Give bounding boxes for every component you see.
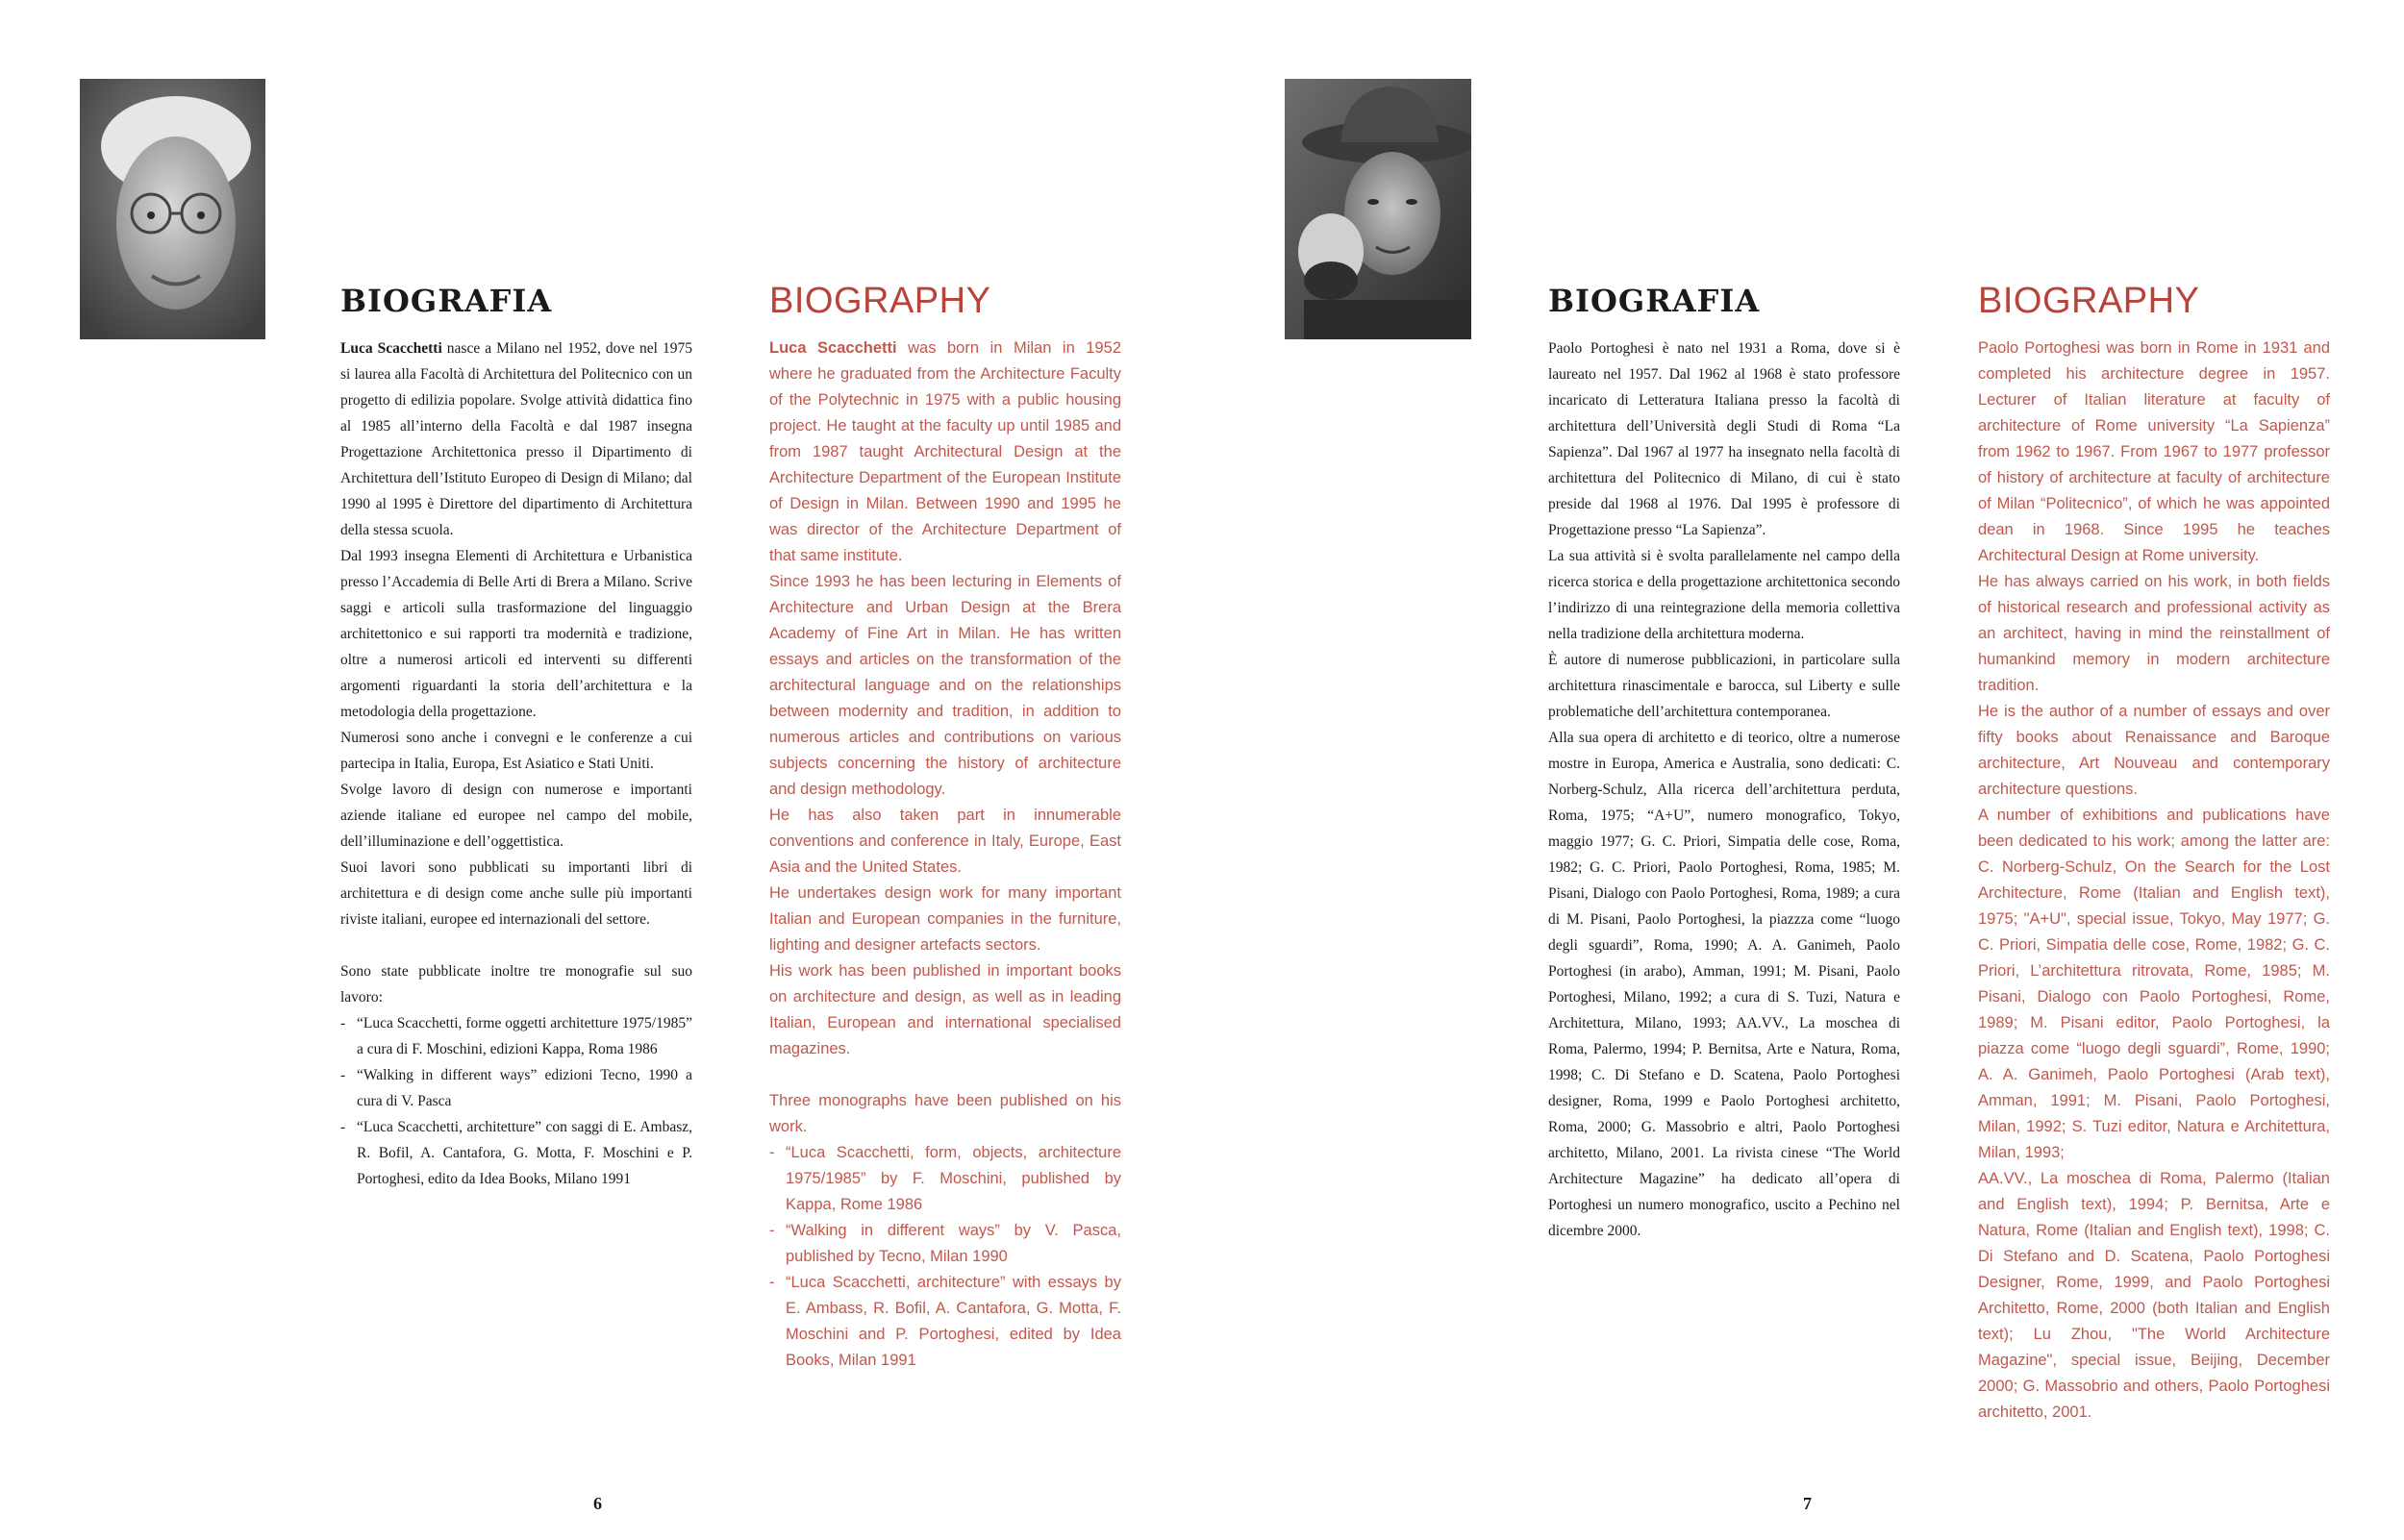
biography-italian-portoghesi [1548, 335, 1900, 1244]
biography-italian-scacchetti [340, 335, 692, 1192]
portrait-photo-scacchetti [80, 79, 265, 339]
paragraph: È autore di numerose pubblicazioni, in particolare sulla architettura rinascimentale e barocca, sul Liberty e sulle problematiche dell’architettura contemporanea. [1548, 652, 1900, 720]
paragraph: Suoi lavori sono pubblicati su importanti libri di architettura e di design come anche sulle più importanti riviste italiani, europee ed internazionali del settore. [340, 859, 692, 928]
paragraph: Since 1993 he has been lecturing in Elements of Architecture and Urban Design at the Brera Academy of Fine Art in Milan. He has written essays and articles on the transformation of the architectural language and on the relationships between modernity and tradition, in addition to numerous articles and contributions on various subjects concerning the history of architecture and design methodology. [769, 573, 1121, 798]
paragraph: He is the author of a number of essays and over fifty books about Renaissance and Baroque architecture, Art Nouveau and contemporary architecture questions. [1978, 703, 2330, 798]
portrait-photo-portoghesi [1285, 79, 1471, 339]
list-item: - “Luca Scacchetti, architetture” con saggi di E. Ambasz, R. Bofil, A. Cantafora, G. Motta, F. Moschini e P. Portoghesi, edito da Idea Books, Milano 1991 [340, 1114, 692, 1192]
list-item: - “Walking in different ways” by V. Pasca, published by Tecno, Milan 1990 [769, 1218, 1121, 1270]
monograph-list [769, 1140, 1121, 1374]
biography-english-portoghesi [1978, 335, 2330, 1426]
paragraph: He undertakes design work for many important Italian and European companies in the furniture, lighting and designer artefacts sectors. [769, 884, 1121, 954]
list-item: - “Luca Scacchetti, architecture” with essays by E. Ambass, R. Bofil, A. Cantafora, G. Motta, F. Moschini and P. Portoghesi, edited by Idea Books, Milan 1991 [769, 1270, 1121, 1374]
paragraph: Paolo Portoghesi è nato nel 1931 a Roma, dove si è laureato nel 1957. Dal 1962 al 1968 è stato professore incaricato di Letteratura Italiana presso la facoltà di architettura dell’Università degli Studi di Roma “La Sapienza”. Dal 1967 al 1977 ha insegnato nella facoltà di architettura del Politecnico di Milano, di cui è stato preside dal 1968 al 1976. Dal 1995 è professore di Progettazione presso “La Sapienza”. [1548, 340, 1900, 538]
paragraph: Three monographs have been published on his work. [769, 1092, 1121, 1135]
paragraph: Sono state pubblicate inoltre tre monografie sul suo lavoro: [340, 963, 692, 1006]
list-item: - “Luca Scacchetti, form, objects, architecture 1975/1985” by F. Moschini, published by Kappa, Rome 1986 [769, 1140, 1121, 1218]
page-number-right: 7 [1803, 1494, 1812, 1513]
name-bold: Luca Scacchetti [340, 340, 442, 357]
paragraph: Luca Scacchetti nasce a Milano nel 1952, dove nel 1975 si laurea alla Facoltà di Architettura del Politecnico con un progetto di edilizia popolare. Svolge attività didattica fino al 1985 all’interno della Facoltà e dal 1987 insegna Progettazione Architettonica presso il Dipartimento di Architettura dell’Istituto Europeo di Design di Milano; dal 1990 al 1995 è Direttore del dipartimento di Architettura della stessa scuola. [340, 340, 692, 538]
heading-biography-right: BIOGRAPHY [1978, 281, 2200, 321]
paragraph: La sua attività si è svolta parallelamente nel campo della ricerca storica e della progettazione architettonica secondo l’indirizzo di una reintegrazione della memoria collettiva nella tradizione della architettura moderna. [1548, 548, 1900, 642]
heading-biografia-right: BIOGRAFIA [1548, 283, 1761, 319]
paragraph: Paolo Portoghesi was born in Rome in 1931 and completed his architecture degree in 1957. Lecturer of Italian literature at faculty of architecture of Rome university “La Sapienza” from 1962 to 1967. From 1967 to 1977 professor of history of architecture at faculty of architecture of Milan “Politecnico”, of which he was appointed dean in 1968. Since 1995 he teaches Architectural Design at Rome university. [1978, 339, 2330, 564]
paragraph: Alla sua opera di architetto e di teorico, oltre a numerose mostre in Europa, America e Australia, sono dedicati: C. Norberg-Schulz, Alla ricerca dell’architettura perduta, Roma, 1975; “A+U”, numero monografico, Tokyo, maggio 1977; G. C. Priori, Simpatia delle cose, Roma, 1982; G. C. Priori, Paolo Portoghesi, Roma, 1985; M. Pisani, Dialogo con Paolo Portoghesi, Roma, 1989; a cura di M. Pisani, Paolo Portoghesi, la piazzza come “luogo degli sguardi”, Roma, 1990; A. A. Ganimeh, Paolo Portoghesi (in arabo), Amman, 1991; M. Pisani, Paolo Portoghesi, Milano, 1992; a cura di S. Tuzi, Natura e Architettura, Milano, 1993; AA.VV., La moschea di Roma, Palermo, 1994; P. Bernitsa, Arte e Natura, Roma, 1998; C. Di Stefano e D. Scatena, Paolo Portoghesi designer, Roma, 1999 e Paolo Portoghesi architetto, Roma, 2000; G. Massobrio e altri, Paolo Portoghesi architetto, Milano, 2001. La rivista cinese “The World Architecture Magazine” ha dedicato all’opera di Portoghesi un numero monografico, uscito a Pechino nel dicembre 2000. [1548, 730, 1900, 1239]
paragraph: Svolge lavoro di design con numerose e importanti aziende italiane ed europee nel campo del mobile, dell’illuminazione e dell’oggettistica. [340, 782, 692, 850]
list-item: - “Luca Scacchetti, forme oggetti architetture 1975/1985” a cura di F. Moschini, edizioni Kappa, Roma 1986 [340, 1010, 692, 1062]
monograph-list [340, 1010, 692, 1192]
paragraph: AA.VV., La moschea di Roma, Palermo (Italian and English text), 1994; P. Bernitsa, Arte e Natura, Rome (Italian and English text), 1998; C. Di Stefano and D. Scatena, Paolo Portoghesi Designer, Rome, 1999, and Paolo Portoghesi Architetto, Rome, 2000 (both Italian and English text); Lu Zhou, "The World Architecture Magazine", special issue, Beijing, December 2000; G. Massobrio and others, Paolo Portoghesi architetto, 2001. [1978, 1170, 2330, 1421]
paragraph: He has also taken part in innumerable conventions and conference in Italy, Europe, East Asia and the United States. [769, 807, 1121, 876]
biography-english-scacchetti [769, 335, 1121, 1374]
list-item: - “Walking in different ways” edizioni Tecno, 1990 a cura di V. Pasca [340, 1062, 692, 1114]
heading-biografia-left: BIOGRAFIA [340, 283, 553, 319]
paragraph: He has always carried on his work, in both fields of historical research and professional activity as an architect, having in mind the reinstallment of humankind memory in modern architecture tradition. [1978, 573, 2330, 694]
paragraph: A number of exhibitions and publications have been dedicated to his work; among the latter are: C. Norberg-Schulz, On the Search for the Lost Architecture, Rome (Italian and English text), 1975; "A+U", special issue, Tokyo, May 1977; G. C. Priori, Simpatia delle cose, Rome, 1982; G. C. Priori, L’architettura ritrovata, Rome, 1985; M. Pisani, Dialogo con Paolo Portoghesi, Rome, 1989; M. Pisani editor, Paolo Portoghesi, la piazza come “luogo degli sguardi”, Rome, 1990; A. A. Ganimeh, Paolo Portoghesi (Arab text), Amman, 1991; M. Pisani, Paolo Portoghesi, Milan, 1992; S. Tuzi editor, Natura e Architettura, Milan, 1993; [1978, 807, 2330, 1161]
heading-biography-left: BIOGRAPHY [769, 281, 991, 321]
paragraph: Numerosi sono anche i convegni e le conferenze a cui partecipa in Italia, Europa, Est Asiatico e Stati Uniti. [340, 730, 692, 772]
page-number-left: 6 [593, 1494, 602, 1513]
paragraph: His work has been published in important books on architecture and design, as well as in leading Italian, European and international specialised magazines. [769, 962, 1121, 1057]
name-bold: Luca Scacchetti [769, 339, 897, 357]
paragraph: Luca Scacchetti was born in Milan in 1952 where he graduated from the Architecture Faculty of the Polytechnic in 1975 with a public housing project. He taught at the faculty up until 1985 and from 1987 taught Architectural Design at the Architecture Department of the European Institute of Design in Milan. Between 1990 and 1995 he was director of the Architecture Department of that same institute. [769, 339, 1121, 564]
paragraph: Dal 1993 insegna Elementi di Architettura e Urbanistica presso l’Accademia di Belle Arti di Brera a Milano. Scrive saggi e articoli sulla trasformazione del linguaggio architettonico e sui rapporti tra modernità e tradizione, oltre a numerosi articoli ed interventi su differenti argomenti riguardanti la storia dell’architettura e la metodologia della progettazione. [340, 548, 692, 720]
